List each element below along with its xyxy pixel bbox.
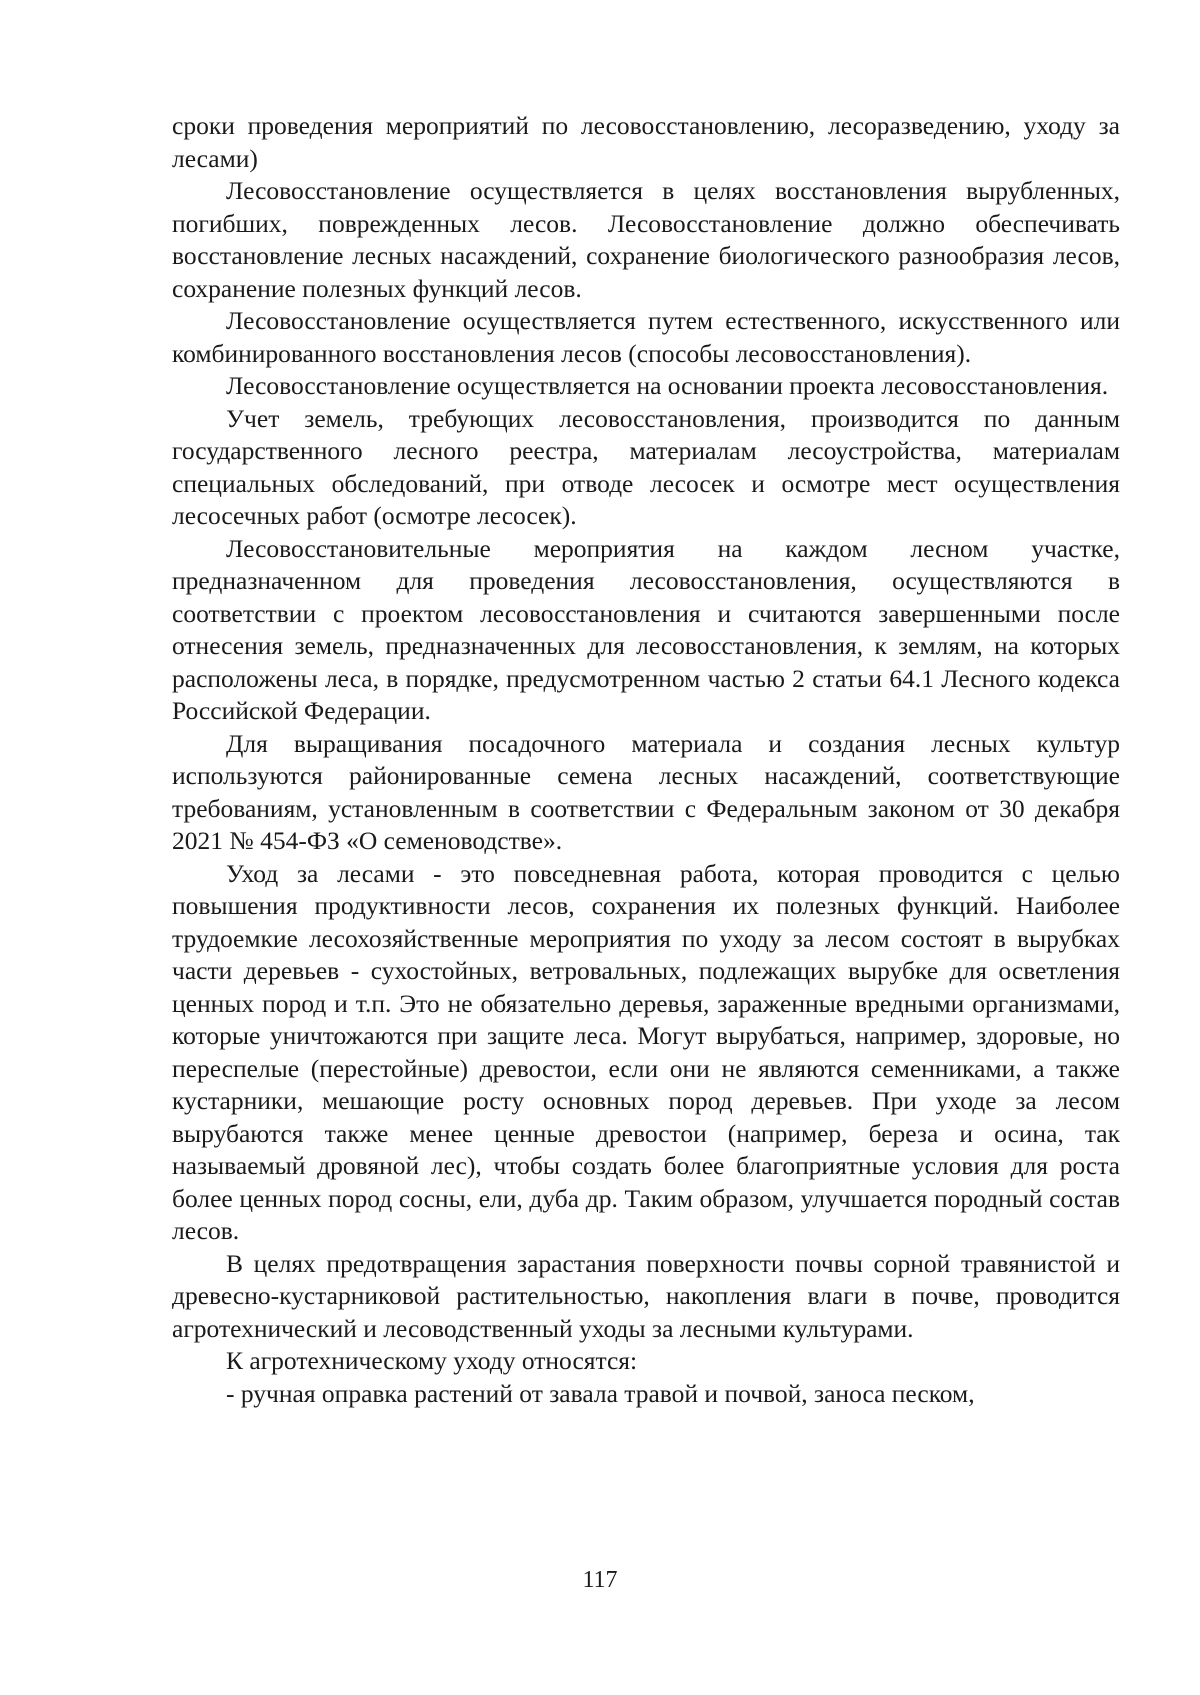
paragraph-reforestation-measures: Лесовосстановительные мероприятия на каждом лесном участке, предназначенном для проведения лесовосстановления, осуществляются в соответствии с проектом лесовосстановления и считаются завершенными после отнесения земель, предназначенных для лесовосстановления, к землям, на которых расположены леса, в порядке, предусмотренном частью 2 статьи 64.1 Лесного кодекса Российской Федерации. [172, 533, 1120, 725]
paragraph-land-accounting: Учет земель, требующих лесовосстановления, производится по данным государственного лесного реестра, материалам лесоустройства, материалам специальных обследований, при отводе лесосек и осмотре мест осуществления лесосечных работ (осмотре лесосек). [172, 403, 1120, 530]
paragraph-reforestation-purpose: Лесовосстановление осуществляется в целях восстановления вырубленных, погибших, поврежденных лесов. Лесовосстановление должно обеспечивать восстановление лесных насаждений, сохранение биологического разнообразия лесов, сохранение полезных функций лесов. [172, 176, 1120, 303]
list-item-manual-straightening: - ручная оправка растений от завала травой и почвой, заноса песком, [226, 1378, 975, 1408]
paragraph-reforestation-project: Лесовосстановление осуществляется на основании проекта лесовосстановления. [226, 371, 1109, 400]
paragraph-continuation: сроки проведения мероприятий по лесовосстановлению, лесоразведению, уходу за лесами) [172, 111, 1120, 173]
document-page [172, 110, 1120, 1410]
paragraph-agrotechnical-care: К агротехническому уходу относятся: [226, 1346, 638, 1375]
paragraph-forest-care: Уход за лесами - это повседневная работа, которая проводится с целью повышения продуктивности лесов, сохранения их полезных функций. Наиболее трудоемкие лесохозяйственные мероприятия по уходу за лесом состоят в вырубках части деревьев - сухостойных, ветровальных, подлежащих вырубке для осветления ценных пород и т.п. Это не обязательно деревья, зараженные вредными организмами, которые уничтожаются при защите леса. Могут вырубаться, например, здоровые, но переспелые (перестойные) древостои, если они не являются семенниками, а также кустарники, мешающие росту основных пород деревьев. При уходе за лесом вырубаются также менее ценные древостои (например, береза и осина, так называемый дровяной лес), чтобы создать более благоприятные условия для роста более ценных пород сосны, ели, дуба др. Таким образом, улучшается породный состав лесов. [172, 858, 1120, 1245]
paragraph-reforestation-methods: Лесовосстановление осуществляется путем естественного, искусственного или комбинированного восстановления лесов (способы лесовосстановления). [172, 306, 1120, 368]
paragraph-planting-material: Для выращивания посадочного материала и создания лесных культур используются районированные семена лесных насаждений, соответствующие требованиям, установленным в соответствии с Федеральным законом от 30 декабря 2021 № 454-ФЗ «О семеноводстве». [172, 728, 1120, 855]
paragraph-overgrowth-prevention: В целях предотвращения зарастания поверхности почвы сорной травянистой и древесно-кустарниковой растительностью, накопления влаги в почве, проводится агротехнический и лесоводственный уходы за лесными культурами. [172, 1248, 1120, 1343]
page-number: 117 [582, 1567, 618, 1593]
